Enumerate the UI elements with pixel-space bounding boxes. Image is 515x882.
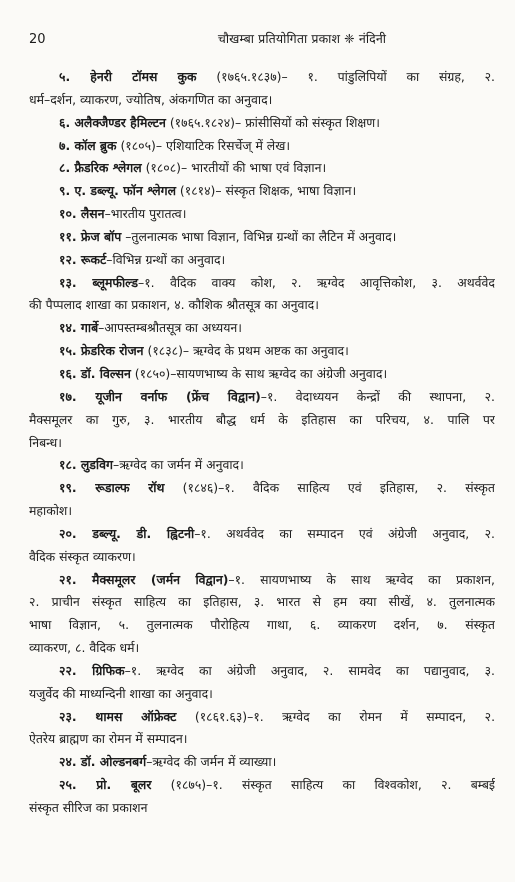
scholar-name: २०. डब्ल्यू. डी. ह्विटनी [59,525,195,541]
entry [29,454,495,477]
entry-text: –विभिन्न ग्रन्थों का अनुवाद। [106,251,226,267]
entry-text: (१७६५.१८२४)– फ्रांसीसियों को संस्कृत शिक्षण। [165,114,380,130]
entry-line [29,500,495,523]
entry [29,249,495,272]
entry-text: (१८०८)– भारतीयों की भाषा एवं विज्ञान। [141,160,327,176]
entry-line [29,706,495,729]
entry-line [29,272,495,295]
entry [29,180,495,203]
entry-text: (१८१४)– संस्कृत शिक्षक, भाषा विज्ञान। [175,183,357,199]
entry [29,112,495,135]
entry-text: महाकोश। [29,503,73,519]
scholar-name: ११. फ्रेज बॉप [59,228,122,244]
scholar-name: १९. रूडाल्फ रॉथ [59,480,165,496]
entry-line [29,454,495,477]
page-number: 20 [29,32,46,47]
entry-text: –१. सायणभाष्य के साथ ऋग्वेद का प्रकाशन, [228,571,495,587]
entry-text: धर्म–दर्शन, व्याकरण, ज्योतिष, अंकगणित का अनुवाद। [29,91,273,107]
entry-text: (१८४६)–१. वैदिक साहित्य एवं इतिहास, २. संस्कृत [164,480,495,496]
entry [29,363,495,386]
entry [29,157,495,180]
scholar-name: ९. ए. डब्ल्यू. फॉन श्लेगल [59,183,176,199]
scholar-name: २३. थामस ऑफ्रेक्ट [59,708,177,724]
entry-text: –ऋग्वेद का जर्मन में अनुवाद। [113,457,244,473]
scholar-name: १४. गार्बे [59,320,99,336]
entry-line [29,180,495,203]
entry [29,523,495,569]
entry-line [29,751,495,774]
entry-line [29,340,495,363]
entry-line [29,637,495,660]
entry [29,386,495,455]
entry-line [29,294,495,317]
entry-text: ऐतरेय ब्राह्मण का रोमन में सम्पादन। [29,731,188,747]
scholar-name: ८. फ्रैडरिक श्लेगल [59,160,142,176]
scholar-name: १६. डॉ. विल्सन [59,365,131,381]
entry-text: भाषा विज्ञान, ५. तुलनात्मक पौरोहित्य गाथा, ६. व्याकरण दर्शन, ७. संस्कृत [29,617,495,633]
entry [29,340,495,363]
scholar-name: ७. कॉल ब्रुक [59,137,117,153]
entry-line [29,66,495,89]
entry-line [29,614,495,637]
entry-line [29,363,495,386]
scholar-name: १३. ब्लूमफील्ड [59,274,139,290]
entry-line [29,203,495,226]
entry-text: (१७६५.१८३७)– १. पांडुलिपियों का संग्रह, २. [196,69,495,84]
entry [29,66,495,112]
entries-list [29,46,495,820]
page-header [29,0,495,46]
entry-line [29,157,495,180]
entry-line [29,591,495,614]
scholar-name: २५. प्रो. बूलर [59,777,152,793]
entry-text: मैक्समूलर का गुरु, ३. भारतीय बौद्ध धर्म के इतिहास का परिचय, ४. पालि पर [29,411,495,427]
entry-line [29,135,495,158]
scholar-name: ६. अलैक्जैण्डर हैमिल्टन [59,114,166,130]
entry-text: यजुर्वेद की माध्यन्दिनी शाखा का अनुवाद। [29,685,213,701]
scholar-name: २२. ग्रिफिक [59,662,125,678]
entry-text: –ऋग्वेद की जर्मन में व्याख्या। [146,754,277,770]
entry-text: –१. वैदिक वाक्य कोश, २. ऋग्वेद आवृत्तिकोश, ३. अथर्ववेद [138,274,495,290]
entry-text: (१८५०)–सायणभाष्य के साथ ऋग्वेद का अंग्रेजी अनुवाद। [130,365,388,381]
entry [29,569,495,660]
entry-line [29,728,495,751]
entry-line [29,774,495,797]
entry [29,226,495,249]
entry-line [29,249,495,272]
entry-line [29,112,495,135]
entry-line [29,317,495,340]
entry-text: –भारतीय पुरातत्व। [104,206,187,222]
scholar-name: २१. मैक्समूलर (जर्मन विद्वान) [59,571,229,587]
entry-text: –आपस्तम्बश्रौतसूत्र का अध्ययन। [98,320,242,336]
scholar-name: १०. लैसन [59,206,105,222]
entry-line [29,683,495,706]
entry [29,774,495,820]
entry [29,135,495,158]
entry-line [29,477,495,500]
entry-text: –१. वेदाध्ययन केन्द्रों की स्थापना, २. [260,388,495,404]
entry-text: –तुलनात्मक भाषा विज्ञान, विभिन्न ग्रन्थों का लैटिन में अनुवाद। [121,228,397,244]
entry-line [29,660,495,683]
entry [29,203,495,226]
entry-text: –१. अथर्ववेद का सम्पादन एवं अंग्रेजी अनुवाद, २. [194,525,495,541]
entry [29,317,495,340]
entry-text: (१८०५)– एशियाटिक रिसर्चेज् में लेख। [116,137,291,153]
entry-text: निबन्ध। [29,434,62,450]
entry-line [29,432,495,455]
entry-line [29,797,495,820]
entry-line [29,409,495,432]
entry [29,660,495,706]
entry-line [29,546,495,569]
entry [29,706,495,752]
entry-text: की पैप्पलाद शाखा का प्रकाशन, ४. कौशिक श्रौतसूत्र का अनुवाद। [29,297,319,313]
entry-line [29,89,495,112]
running-title: चौखम्बा प्रतियोगिता प्रकाश ❈ नंदिनी [217,31,387,46]
entry [29,272,495,318]
entry-text: वैदिक संस्कृत व्याकरण। [29,548,136,564]
entry [29,477,495,523]
scholar-name: १७. यूजीन वर्नाफ (फ्रेंच विद्वान) [59,388,261,404]
entry-text: (१८७५)–१. संस्कृत साहित्य का विश्वकोश, २. बम्बई [151,777,495,793]
scholar-name: २४. डॉ. ओल्डनबर्ग [59,754,147,770]
entry-text: व्याकरण, ८. वैदिक धर्म। [29,640,140,656]
scholar-name: १८. लुडविग [59,457,114,473]
entry-text: (१८६१.६३)–१. ऋग्वेद का रोमन में सम्पादन, २. [176,708,495,724]
entry-text: –१. ऋग्वेद का अंग्रेजी अनुवाद, २. सामवेद का पद्यानुवाद, ३. [124,662,495,678]
entry-line [29,569,495,592]
entry-text: (१८३८)– ऋग्वेद के प्रथम अष्टक का अनुवाद। [143,343,349,359]
entry-text: संस्कृत सीरिज का प्रकाशन [29,800,148,815]
entry-text: २. प्राचीन संस्कृत साहित्य का इतिहास, ३. भारत से हम क्या सीखें, ४. तुलनात्मक [29,594,495,610]
entry-line [29,523,495,546]
scholar-name: १५. फ्रेडरिक रोजन [59,343,144,359]
entry-line [29,226,495,249]
entry [29,751,495,774]
scholar-name: १२. रूकर्ट [59,251,107,267]
scholar-name: ५. हेनरी टॉमस कुक [59,69,197,84]
entry-line [29,386,495,409]
